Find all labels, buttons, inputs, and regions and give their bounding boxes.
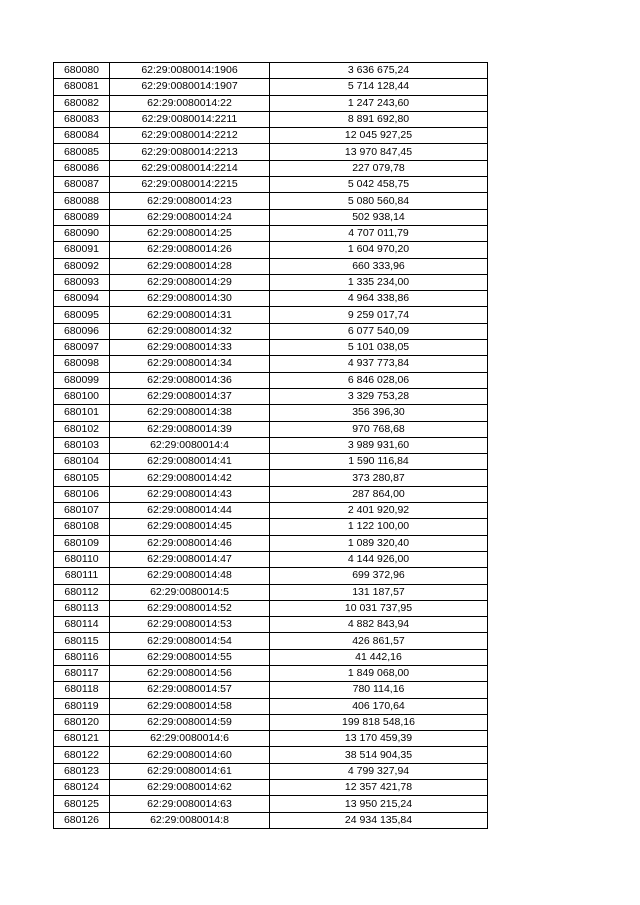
row-number-cell: 680112 (54, 584, 110, 600)
cadastral-value-cell: 660 333,96 (270, 258, 488, 274)
cadastral-number-cell: 62:29:0080014:25 (110, 225, 270, 241)
row-number-cell: 680114 (54, 617, 110, 633)
cadastral-number-cell: 62:29:0080014:1906 (110, 63, 270, 79)
table-row (54, 796, 488, 812)
cadastral-value-cell: 9 259 017,74 (270, 307, 488, 323)
cadastral-value-cell: 12 045 927,25 (270, 128, 488, 144)
row-number-cell: 680083 (54, 111, 110, 127)
cadastral-number-cell: 62:29:0080014:53 (110, 617, 270, 633)
row-number-cell: 680098 (54, 356, 110, 372)
table-row (54, 535, 488, 551)
table-row (54, 323, 488, 339)
row-number-cell: 680106 (54, 486, 110, 502)
cadastral-number-cell: 62:29:0080014:26 (110, 242, 270, 258)
cadastral-value-cell: 1 247 243,60 (270, 95, 488, 111)
cadastral-value-cell: 13 170 459,39 (270, 731, 488, 747)
cadastral-value-cell: 426 861,57 (270, 633, 488, 649)
cadastral-value-cell: 131 187,57 (270, 584, 488, 600)
row-number-cell: 680119 (54, 698, 110, 714)
cadastral-number-cell: 62:29:0080014:57 (110, 682, 270, 698)
table-row (54, 372, 488, 388)
table-row (54, 421, 488, 437)
table-row (54, 763, 488, 779)
table-row (54, 600, 488, 616)
cadastral-value-cell: 406 170,64 (270, 698, 488, 714)
row-number-cell: 680092 (54, 258, 110, 274)
cadastral-number-cell: 62:29:0080014:4 (110, 437, 270, 453)
cadastral-value-cell: 12 357 421,78 (270, 780, 488, 796)
table-row (54, 225, 488, 241)
cadastral-value-cell: 502 938,14 (270, 209, 488, 225)
row-number-cell: 680086 (54, 160, 110, 176)
cadastral-number-cell: 62:29:0080014:2213 (110, 144, 270, 160)
table-row (54, 405, 488, 421)
table-row (54, 95, 488, 111)
row-number-cell: 680103 (54, 437, 110, 453)
row-number-cell: 680105 (54, 470, 110, 486)
cadastral-number-cell: 62:29:0080014:52 (110, 600, 270, 616)
cadastral-number-cell: 62:29:0080014:38 (110, 405, 270, 421)
cadastral-value-cell: 227 079,78 (270, 160, 488, 176)
cadastral-value-cell: 2 401 920,92 (270, 503, 488, 519)
table-row (54, 79, 488, 95)
table-row (54, 780, 488, 796)
table-row (54, 714, 488, 730)
cadastral-value-cell: 1 604 970,20 (270, 242, 488, 258)
cadastral-value-cell: 1 335 234,00 (270, 274, 488, 290)
cadastral-number-cell: 62:29:0080014:33 (110, 340, 270, 356)
table-row (54, 258, 488, 274)
table-row (54, 584, 488, 600)
row-number-cell: 680088 (54, 193, 110, 209)
cadastral-value-cell: 356 396,30 (270, 405, 488, 421)
cadastral-number-cell: 62:29:0080014:43 (110, 486, 270, 502)
cadastral-value-cell: 13 950 215,24 (270, 796, 488, 812)
row-number-cell: 680108 (54, 519, 110, 535)
cadastral-value-cell: 780 114,16 (270, 682, 488, 698)
cadastral-number-cell: 62:29:0080014:44 (110, 503, 270, 519)
table-row (54, 177, 488, 193)
row-number-cell: 680124 (54, 780, 110, 796)
cadastral-number-cell: 62:29:0080014:34 (110, 356, 270, 372)
row-number-cell: 680117 (54, 665, 110, 681)
cadastral-value-cell: 5 101 038,05 (270, 340, 488, 356)
table-row (54, 111, 488, 127)
cadastral-number-cell: 62:29:0080014:31 (110, 307, 270, 323)
table-row (54, 747, 488, 763)
row-number-cell: 680087 (54, 177, 110, 193)
row-number-cell: 680104 (54, 454, 110, 470)
cadastral-value-cell: 199 818 548,16 (270, 714, 488, 730)
cadastral-number-cell: 62:29:0080014:60 (110, 747, 270, 763)
cadastral-value-cell: 4 964 338,86 (270, 291, 488, 307)
cadastral-value-cell: 1 590 116,84 (270, 454, 488, 470)
table-row (54, 274, 488, 290)
cadastral-number-cell: 62:29:0080014:28 (110, 258, 270, 274)
cadastral-number-cell: 62:29:0080014:54 (110, 633, 270, 649)
cadastral-value-cell: 1 089 320,40 (270, 535, 488, 551)
cadastral-value-cell: 4 144 926,00 (270, 551, 488, 567)
row-number-cell: 680101 (54, 405, 110, 421)
cadastral-value-cell: 41 442,16 (270, 649, 488, 665)
table-row (54, 568, 488, 584)
cadastral-number-cell: 62:29:0080014:23 (110, 193, 270, 209)
cadastral-value-cell: 3 636 675,24 (270, 63, 488, 79)
cadastral-value-cell: 1 849 068,00 (270, 665, 488, 681)
cadastral-number-cell: 62:29:0080014:22 (110, 95, 270, 111)
cadastral-number-cell: 62:29:0080014:56 (110, 665, 270, 681)
row-number-cell: 680122 (54, 747, 110, 763)
cadastral-value-cell: 699 372,96 (270, 568, 488, 584)
row-number-cell: 680084 (54, 128, 110, 144)
cadastral-value-cell: 4 937 773,84 (270, 356, 488, 372)
cadastral-value-cell: 287 864,00 (270, 486, 488, 502)
cadastral-value-cell: 3 989 931,60 (270, 437, 488, 453)
table-row (54, 437, 488, 453)
cadastral-value-cell: 970 768,68 (270, 421, 488, 437)
cadastral-value-cell: 10 031 737,95 (270, 600, 488, 616)
cadastral-number-cell: 62:29:0080014:5 (110, 584, 270, 600)
table-row (54, 698, 488, 714)
table-body (54, 63, 488, 829)
row-number-cell: 680091 (54, 242, 110, 258)
row-number-cell: 680125 (54, 796, 110, 812)
cadastral-number-cell: 62:29:0080014:37 (110, 388, 270, 404)
row-number-cell: 680095 (54, 307, 110, 323)
table-row (54, 307, 488, 323)
cadastral-number-cell: 62:29:0080014:2214 (110, 160, 270, 176)
table-row (54, 633, 488, 649)
row-number-cell: 680120 (54, 714, 110, 730)
row-number-cell: 680096 (54, 323, 110, 339)
table-row (54, 388, 488, 404)
row-number-cell: 680093 (54, 274, 110, 290)
table-row (54, 128, 488, 144)
table-row (54, 812, 488, 828)
cadastral-value-cell: 4 799 327,94 (270, 763, 488, 779)
row-number-cell: 680115 (54, 633, 110, 649)
table-row (54, 63, 488, 79)
row-number-cell: 680111 (54, 568, 110, 584)
row-number-cell: 680090 (54, 225, 110, 241)
table-row (54, 242, 488, 258)
row-number-cell: 680123 (54, 763, 110, 779)
cadastral-number-cell: 62:29:0080014:55 (110, 649, 270, 665)
cadastral-number-cell: 62:29:0080014:2211 (110, 111, 270, 127)
table-row (54, 682, 488, 698)
cadastral-value-cell: 373 280,87 (270, 470, 488, 486)
row-number-cell: 680109 (54, 535, 110, 551)
table-row (54, 503, 488, 519)
row-number-cell: 680126 (54, 812, 110, 828)
cadastral-number-cell: 62:29:0080014:46 (110, 535, 270, 551)
table-row (54, 144, 488, 160)
cadastral-value-table (53, 62, 488, 829)
row-number-cell: 680085 (54, 144, 110, 160)
row-number-cell: 680102 (54, 421, 110, 437)
row-number-cell: 680094 (54, 291, 110, 307)
table-row (54, 209, 488, 225)
table-row (54, 356, 488, 372)
row-number-cell: 680099 (54, 372, 110, 388)
cadastral-number-cell: 62:29:0080014:2215 (110, 177, 270, 193)
cadastral-value-cell: 1 122 100,00 (270, 519, 488, 535)
table-row (54, 291, 488, 307)
table-row (54, 454, 488, 470)
row-number-cell: 680113 (54, 600, 110, 616)
cadastral-value-cell: 5 042 458,75 (270, 177, 488, 193)
cadastral-value-cell: 6 846 028,06 (270, 372, 488, 388)
cadastral-number-cell: 62:29:0080014:32 (110, 323, 270, 339)
cadastral-value-cell: 6 077 540,09 (270, 323, 488, 339)
row-number-cell: 680110 (54, 551, 110, 567)
row-number-cell: 680116 (54, 649, 110, 665)
cadastral-number-cell: 62:29:0080014:29 (110, 274, 270, 290)
cadastral-number-cell: 62:29:0080014:30 (110, 291, 270, 307)
cadastral-value-cell: 13 970 847,45 (270, 144, 488, 160)
cadastral-number-cell: 62:29:0080014:61 (110, 763, 270, 779)
row-number-cell: 680097 (54, 340, 110, 356)
cadastral-number-cell: 62:29:0080014:63 (110, 796, 270, 812)
row-number-cell: 680107 (54, 503, 110, 519)
row-number-cell: 680118 (54, 682, 110, 698)
cadastral-number-cell: 62:29:0080014:24 (110, 209, 270, 225)
table-row (54, 519, 488, 535)
cadastral-number-cell: 62:29:0080014:39 (110, 421, 270, 437)
table-row (54, 160, 488, 176)
cadastral-number-cell: 62:29:0080014:42 (110, 470, 270, 486)
cadastral-value-cell: 38 514 904,35 (270, 747, 488, 763)
cadastral-number-cell: 62:29:0080014:48 (110, 568, 270, 584)
cadastral-number-cell: 62:29:0080014:1907 (110, 79, 270, 95)
row-number-cell: 680081 (54, 79, 110, 95)
table-row (54, 551, 488, 567)
cadastral-value-cell: 5 714 128,44 (270, 79, 488, 95)
cadastral-number-cell: 62:29:0080014:47 (110, 551, 270, 567)
row-number-cell: 680089 (54, 209, 110, 225)
row-number-cell: 680100 (54, 388, 110, 404)
cadastral-number-cell: 62:29:0080014:58 (110, 698, 270, 714)
document-page (53, 62, 488, 829)
cadastral-number-cell: 62:29:0080014:62 (110, 780, 270, 796)
cadastral-number-cell: 62:29:0080014:41 (110, 454, 270, 470)
cadastral-value-cell: 3 329 753,28 (270, 388, 488, 404)
table-row (54, 340, 488, 356)
table-row (54, 193, 488, 209)
row-number-cell: 680082 (54, 95, 110, 111)
cadastral-number-cell: 62:29:0080014:59 (110, 714, 270, 730)
cadastral-value-cell: 4 882 843,94 (270, 617, 488, 633)
table-row (54, 649, 488, 665)
row-number-cell: 680121 (54, 731, 110, 747)
cadastral-value-cell: 5 080 560,84 (270, 193, 488, 209)
table-row (54, 486, 488, 502)
cadastral-number-cell: 62:29:0080014:36 (110, 372, 270, 388)
cadastral-number-cell: 62:29:0080014:2212 (110, 128, 270, 144)
table-row (54, 665, 488, 681)
cadastral-value-cell: 4 707 011,79 (270, 225, 488, 241)
cadastral-number-cell: 62:29:0080014:8 (110, 812, 270, 828)
cadastral-number-cell: 62:29:0080014:45 (110, 519, 270, 535)
table-row (54, 470, 488, 486)
table-row (54, 617, 488, 633)
table-row (54, 731, 488, 747)
cadastral-number-cell: 62:29:0080014:6 (110, 731, 270, 747)
row-number-cell: 680080 (54, 63, 110, 79)
cadastral-value-cell: 24 934 135,84 (270, 812, 488, 828)
cadastral-value-cell: 8 891 692,80 (270, 111, 488, 127)
